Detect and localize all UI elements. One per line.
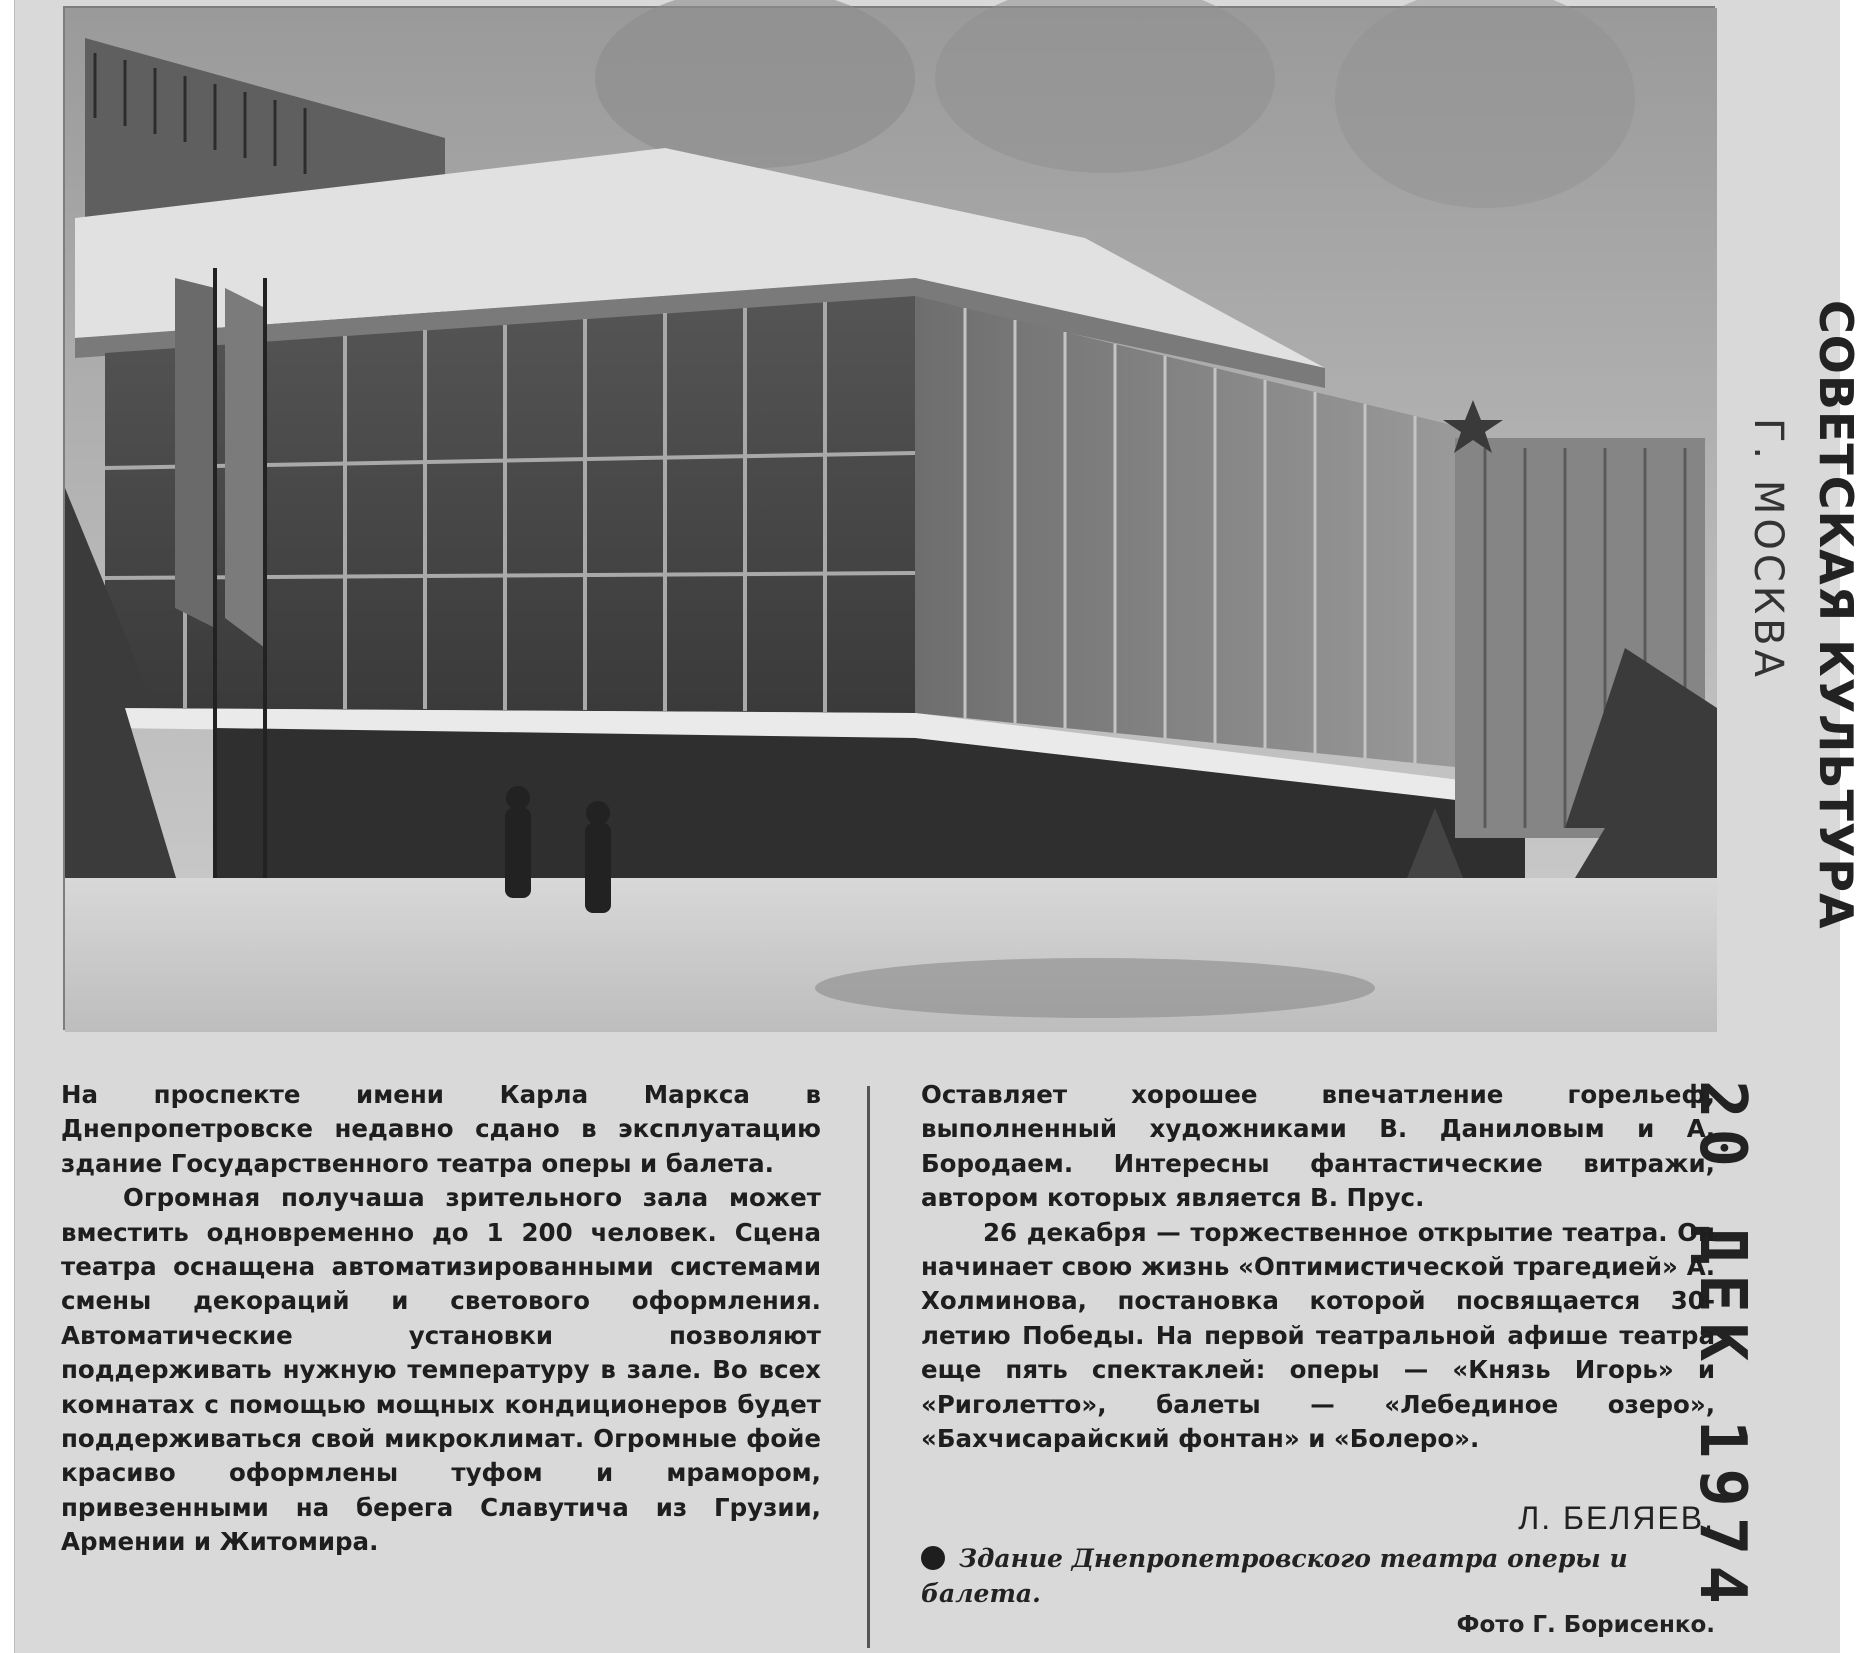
newspaper-clipping	[14, 0, 1863, 1653]
photo-credit: Фото Г. Борисенко.	[1456, 1612, 1715, 1638]
article-paragraph: На проспекте имени Карла Маркса в Днепропетровске недавно сдано в эксплуатацию здание Государственного театра оперы и балета.	[61, 1080, 821, 1178]
article-paragraph: Оставляет хорошее впечатление горельеф, выполненный художниками В. Даниловым и А. Бородаем. Интересны фантастические витражи, автором которых является В. Прус.	[921, 1080, 1715, 1213]
newspaper-masthead	[1723, 300, 1863, 930]
column-divider	[867, 1086, 870, 1648]
date-stamp: 20 ДЕК 1974	[1685, 1080, 1759, 1614]
photo-caption	[921, 1541, 1715, 1611]
newspaper-name: СОВЕТСКАЯ КУЛЬТУРА	[1809, 300, 1863, 930]
article-column-left	[61, 1078, 821, 1560]
article-paragraph: Огромная получаша зрительного зала может вместить одновременно до 1 200 человек. Сцена театра оснащена автоматизированными системами смены декораций и светового оформления. Автоматические установки позволяют поддерживать нужную температуру в зале. Во всех комнатах с помощью мощных кондиционеров будет поддерживаться свой микроклимат. Огромные фойе красиво оформлены туфом и мрамором, привезенными на берега Славутича из Грузии, Армении и Житомира.	[61, 1183, 821, 1557]
bullet-icon	[921, 1546, 945, 1570]
newspaper-city: Г. МОСКВА	[1745, 418, 1791, 681]
theatre-building-illustration	[65, 8, 1717, 1032]
article-column-right	[921, 1078, 1715, 1456]
article-paragraph: 26 декабря — торжественное открытие театра. Он начинает свою жизнь «Оптимистической трагедией» А. Холминова, постановка которой посвящается 30-летию Победы. На первой театральной афише театра еще пять спектаклей: оперы — «Князь Игорь» и «Риголетто», балеты — «Лебединое озеро», «Бахчисарайский фонтан» и «Болеро».	[921, 1217, 1715, 1454]
theatre-photo	[63, 6, 1715, 1030]
author-byline: Л. БЕЛЯЕВ.	[1518, 1500, 1715, 1536]
caption-text: Здание Днепропетровского театра оперы и балета.	[921, 1544, 1628, 1608]
